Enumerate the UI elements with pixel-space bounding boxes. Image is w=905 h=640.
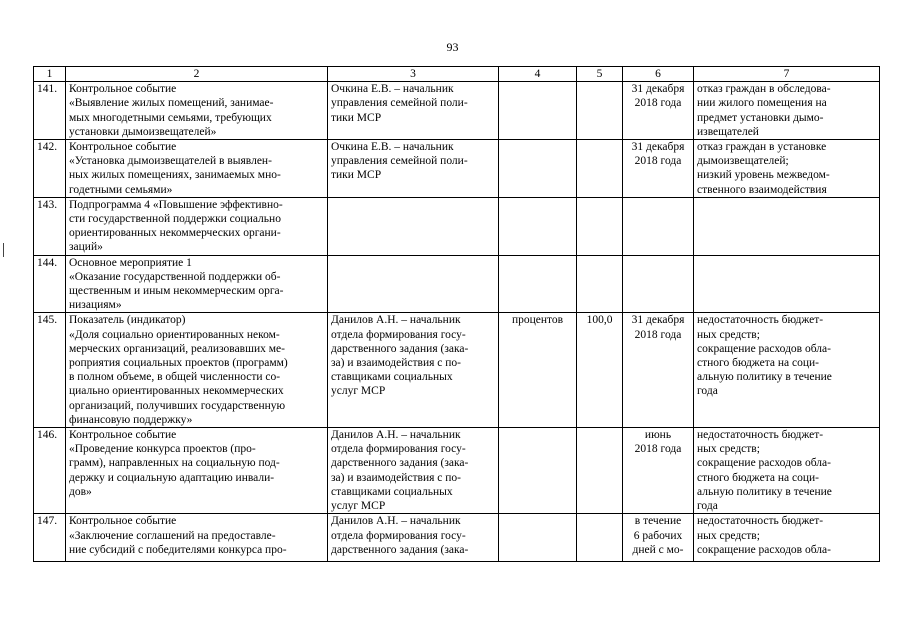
event-name-cell-line: щественным и иным некоммерческим орга- [69,285,284,298]
event-name-cell-line: ных жилых помещениях, занимаемых мно- [69,169,281,182]
deadline-cell-line: 31 декабря [631,83,685,96]
deadline-cell-line: в течение [634,515,682,528]
event-name-cell-line: мых многодетными семьями, требующих [69,111,272,124]
deadline-cell [623,255,694,313]
table-row [34,514,880,562]
responsible-cell-line: управления семейной поли- [331,155,468,168]
risks-cell-line: стного бюджета на соци- [697,357,819,370]
responsible-cell [328,82,499,140]
risks-cell-line: предмет установки дымо- [697,111,824,124]
risks-cell-line: отказ граждан в обследова- [697,83,831,96]
responsible-cell [328,255,499,313]
unit-cell: процентов [499,313,577,428]
row-number-cell: 147. [34,514,66,562]
responsible-cell-line: Очкина Е.В. – начальник [331,83,454,96]
event-name-cell-line: Контрольное событие [69,141,177,154]
risks-cell-line: стного бюджета на соци- [697,471,819,484]
risks-cell-line: альную политику в течение [697,485,832,498]
event-name-cell [66,197,328,255]
row-number-cell: 145. [34,313,66,428]
event-name-cell-line: «Установка дымоизвещателей в выявлен- [69,155,272,168]
risks-cell-line: сокращение расходов обла- [697,342,831,355]
risks-cell [694,428,880,514]
row-number-cell: 144. [34,255,66,313]
plan-table [33,66,880,562]
event-name-cell-line: организаций, получивших государственную [69,399,286,412]
risks-cell [694,197,880,255]
responsible-cell [328,313,499,428]
value-cell: 100,0 [577,313,623,428]
event-name-cell-line: ориентированных некоммерческих органи- [69,227,281,240]
responsible-cell-line: управления семейной поли- [331,97,468,110]
risks-cell [694,82,880,140]
deadline-cell-line: 6 рабочих [633,529,683,542]
event-name-cell-line: Контрольное событие [69,515,177,528]
event-name-cell-line: заций» [69,241,103,254]
table-row [34,428,880,514]
event-name-cell-line: держку и социальную адаптацию инвали- [69,471,275,484]
deadline-cell-line: 2018 года [634,328,682,341]
risks-cell-line: сокращение расходов обла- [697,457,831,470]
responsible-cell [328,140,499,198]
responsible-cell-line: ставщиками социальных [331,371,453,384]
deadline-cell [623,313,694,428]
event-name-cell-line: роприятия социальных проектов (программ) [69,357,288,370]
table-body [34,67,880,562]
value-cell [577,428,623,514]
value-cell [577,140,623,198]
value-cell [577,82,623,140]
event-name-cell [66,313,328,428]
deadline-cell [623,197,694,255]
deadline-cell-line: 31 декабря [631,141,685,154]
header-cell: 6 [623,67,694,82]
responsible-cell-line: дарственного задания (зака- [331,342,469,355]
responsible-cell-line: Очкина Е.В. – начальник [331,141,454,154]
risks-cell-line: недостаточность бюджет- [697,515,824,528]
event-name-cell-line: Подпрограмма 4 «Повышение эффективно- [69,198,283,211]
event-name-cell-line: Показатель (индикатор) [69,314,186,327]
event-name-cell [66,514,328,562]
responsible-cell [328,514,499,562]
risks-cell-line: дымоизвещателей; [697,155,789,168]
event-name-cell-line: «Выявление жилых помещений, занимае- [69,97,274,110]
responsible-cell-line: Данилов А.Н. – начальник [331,429,461,442]
row-number-cell: 146. [34,428,66,514]
event-name-cell-line: сти государственной поддержки социально [69,213,281,226]
event-name-cell-line: «Проведение конкурса проектов (про- [69,443,256,456]
value-cell [577,197,623,255]
responsible-cell-line: тики МСР [331,111,382,124]
table-row [34,255,880,313]
event-name-cell-line: финансовую поддержку» [69,413,193,426]
deadline-cell-line: 2018 года [634,155,682,168]
header-cell: 5 [577,67,623,82]
table-row [34,140,880,198]
unit-cell [499,514,577,562]
unit-cell [499,428,577,514]
event-name-cell-line: годетными семьями» [69,183,173,196]
risks-cell-line: отказ граждан в установке [697,141,827,154]
event-name-cell [66,255,328,313]
responsible-cell-line: Данилов А.Н. – начальник [331,515,461,528]
row-number-cell: 142. [34,140,66,198]
header-cell: 7 [694,67,880,82]
responsible-cell-line: тики МСР [331,169,382,182]
margin-mark [3,243,4,257]
unit-cell [499,82,577,140]
event-name-cell-line: «Оказание государственной поддержки об- [69,270,281,283]
responsible-cell-line: за) и взаимодействия с по- [331,357,462,370]
risks-cell-line: нии жилого помещения на [697,97,827,110]
event-name-cell-line: в полном объеме, в общей численности со- [69,371,281,384]
unit-cell [499,255,577,313]
responsible-cell-line: отдела формирования госу- [331,328,466,341]
risks-cell-line: недостаточность бюджет- [697,314,824,327]
responsible-cell-line: дарственного задания (зака- [331,543,469,556]
risks-cell [694,140,880,198]
responsible-cell-line: услуг МСР [331,385,386,398]
event-name-cell-line: «Заключение соглашений на предоставле- [69,529,276,542]
event-name-cell-line: циально ориентированных некоммерческих [69,385,284,398]
risks-cell-line: низкий уровень межведом- [697,169,830,182]
responsible-cell [328,197,499,255]
table-header-row [34,67,880,82]
deadline-cell-line: дней с мо- [632,543,684,556]
event-name-cell-line: дов» [69,485,92,498]
risks-cell [694,255,880,313]
deadline-cell [623,82,694,140]
deadline-cell-line: июнь [644,429,672,442]
unit-cell [499,197,577,255]
risks-cell-line: сокращение расходов обла- [697,543,831,556]
responsible-cell-line: Данилов А.Н. – начальник [331,314,461,327]
table-row [34,313,880,428]
risks-cell-line: ных средств; [697,529,760,542]
deadline-cell-line: 2018 года [634,97,682,110]
unit-cell [499,140,577,198]
responsible-cell-line: услуг МСР [331,500,386,513]
responsible-cell [328,428,499,514]
event-name-cell [66,82,328,140]
deadline-cell-line: 31 декабря [631,314,685,327]
deadline-cell [623,140,694,198]
event-name-cell-line: «Доля социально ориентированных неком- [69,328,280,341]
risks-cell-line: ных средств; [697,443,760,456]
row-number-cell: 141. [34,82,66,140]
deadline-cell [623,428,694,514]
header-cell: 2 [66,67,328,82]
event-name-cell-line: мерческих организаций, реализовавших ме- [69,342,285,355]
header-cell: 1 [34,67,66,82]
event-name-cell-line: Контрольное событие [69,83,177,96]
risks-cell-line: года [697,500,718,513]
event-name-cell-line: грамм), направленных на социальную под- [69,457,280,470]
risks-cell [694,514,880,562]
event-name-cell [66,140,328,198]
responsible-cell-line: отдела формирования госу- [331,443,466,456]
row-number-cell: 143. [34,197,66,255]
responsible-cell-line: дарственного задания (зака- [331,457,469,470]
risks-cell-line: альную политику в течение [697,371,832,384]
page-number: 93 [446,40,459,54]
risks-cell-line: недостаточность бюджет- [697,429,824,442]
risks-cell-line: ных средств; [697,328,760,341]
event-name-cell [66,428,328,514]
table-row [34,197,880,255]
responsible-cell-line: ставщиками социальных [331,485,453,498]
header-cell: 3 [328,67,499,82]
header-cell: 4 [499,67,577,82]
value-cell [577,255,623,313]
risks-cell-line: ственного взаимодействия [697,183,827,196]
deadline-cell-line: 2018 года [634,443,682,456]
risks-cell-line: года [697,385,718,398]
deadline-cell [623,514,694,562]
value-cell [577,514,623,562]
event-name-cell-line: Основное мероприятие 1 [69,256,192,269]
responsible-cell-line: за) и взаимодействия с по- [331,471,462,484]
event-name-cell-line: низациям» [69,299,122,312]
responsible-cell-line: отдела формирования госу- [331,529,466,542]
event-name-cell-line: ние субсидий с победителями конкурса про- [69,543,287,556]
event-name-cell-line: установки дымоизвещателей» [69,125,217,138]
risks-cell-line: извещателей [697,125,759,138]
event-name-cell-line: Контрольное событие [69,429,177,442]
risks-cell [694,313,880,428]
table-row [34,82,880,140]
